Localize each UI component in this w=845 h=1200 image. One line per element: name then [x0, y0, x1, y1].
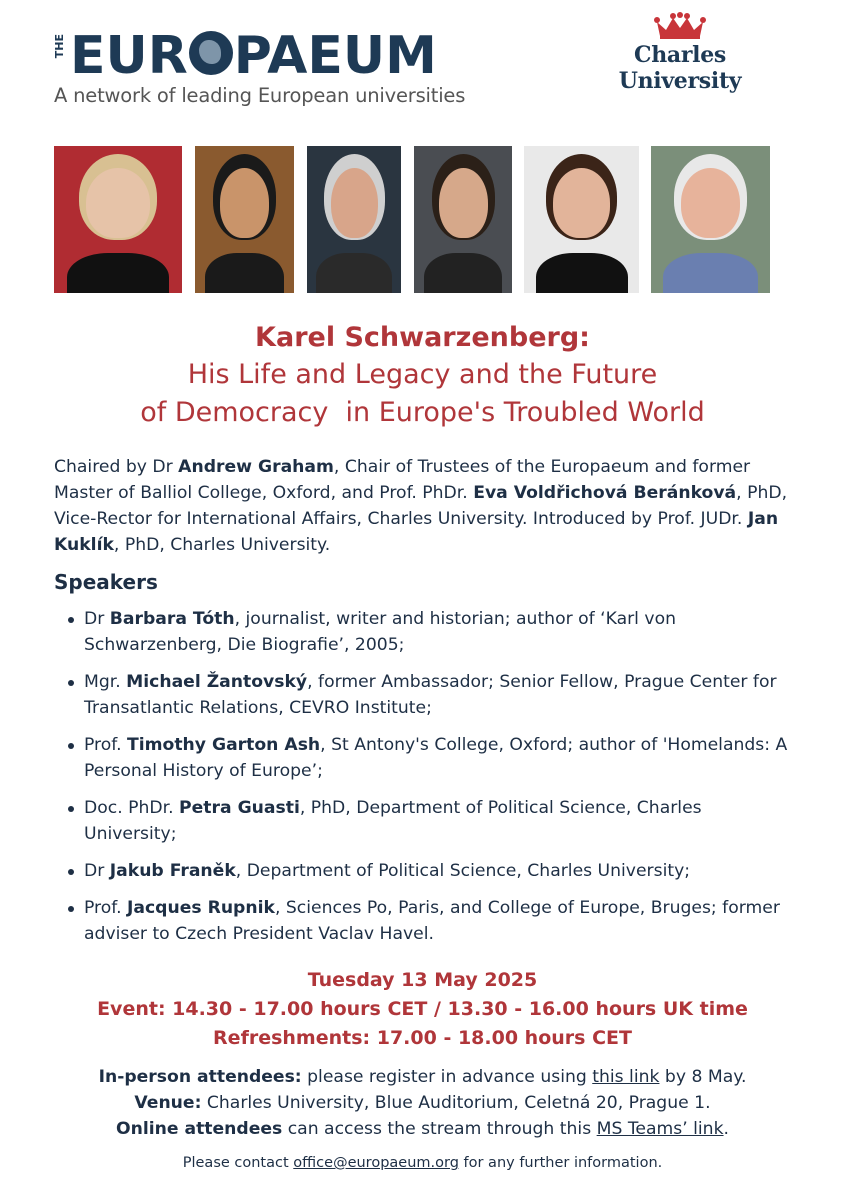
portrait-face — [220, 168, 270, 238]
portrait-face — [439, 168, 488, 238]
speakers-list — [68, 606, 788, 958]
portrait-face — [553, 168, 611, 238]
event-time: Event: 14.30 - 17.00 hours CET / 13.30 - 16.00 hours UK time — [97, 998, 748, 1020]
contact-email-link[interactable]: office@europaeum.org — [293, 1155, 459, 1171]
portrait-body — [663, 253, 758, 293]
logo-wordmark: EUR PAEUM — [70, 26, 437, 86]
co-chair-name: Eva Voldřichová Beránková — [473, 483, 737, 503]
university-name-line2: University — [618, 68, 742, 94]
contact-line: Please contact office@europaeum.org for any further information. — [182, 1155, 663, 1171]
introducer-name: Jan Kuklík — [54, 509, 779, 555]
speaker-item: Doc. PhDr. Petra Guasti, PhD, Department of Political Science, Charles University; — [68, 795, 788, 847]
portrait-face — [681, 168, 741, 238]
logo-the: THE — [52, 34, 66, 59]
logo-tagline: A network of leading European universities — [54, 84, 466, 107]
speaker-photos — [0, 146, 845, 296]
ms-teams-link[interactable]: MS Teams’ link — [596, 1119, 724, 1139]
portrait-6 — [651, 146, 770, 293]
speaker-name: Jakub Franěk — [109, 861, 236, 881]
europaeum-logo[interactable] — [52, 28, 492, 112]
speaker-item: Mgr. Michael Žantovský, former Ambassador; Senior Fellow, Prague Center for Transatlantic Relations, CEVRO Institute; — [68, 669, 788, 721]
crown-icon — [653, 12, 707, 40]
event-date: Tuesday 13 May 2025 — [307, 969, 538, 991]
speaker-name: Jacques Rupnik — [127, 898, 275, 918]
speakers-heading: Speakers — [54, 570, 158, 594]
event-title — [0, 320, 845, 432]
portrait-body — [205, 253, 284, 293]
portrait-4 — [414, 146, 512, 293]
title-line-3: of Democracy in Europe's Troubled World — [140, 397, 705, 428]
speaker-item: Dr Jakub Franěk, Department of Political Science, Charles University; — [68, 858, 788, 884]
speaker-name: Petra Guasti — [179, 798, 300, 818]
title-line-2: His Life and Legacy and the Future — [187, 359, 658, 390]
portrait-3 — [307, 146, 401, 293]
event-refreshments: Refreshments: 17.00 - 18.00 hours CET — [213, 1027, 632, 1049]
portrait-body — [67, 253, 169, 293]
portrait-face — [331, 168, 378, 238]
portrait-body — [316, 253, 391, 293]
university-name-line1: Charles — [634, 42, 726, 68]
portrait-body — [536, 253, 628, 293]
portrait-face — [86, 168, 150, 238]
portrait-2 — [195, 146, 294, 293]
speaker-item: Dr Barbara Tóth, journalist, writer and historian; author of ‘Karl von Schwarzenberg, Die Biografie’, 2005; — [68, 606, 788, 658]
portrait-5 — [524, 146, 639, 293]
speaker-item: Prof. Timothy Garton Ash, St Antony's College, Oxford; author of 'Homelands: A Personal History of Europe’; — [68, 732, 788, 784]
title-line-1: Karel Schwarzenberg: — [255, 322, 590, 353]
speaker-name: Timothy Garton Ash — [127, 735, 321, 755]
attendance-info — [0, 1064, 845, 1142]
portrait-body — [424, 253, 502, 293]
event-details — [0, 966, 845, 1053]
portrait-1 — [54, 146, 182, 293]
venue-line: Venue: Charles University, Blue Auditorium, Celetná 20, Prague 1. — [134, 1093, 711, 1113]
chair-paragraph: Chaired by Dr Andrew Graham, Chair of Trustees of the Europaeum and former Master of Balliol College, Oxford, and Prof. PhDr. Eva Voldřichová Beránková, PhD, Vice-Rector for International Affairs, Charles University. Introduced by Prof. JUDr. Jan Kuklík, PhD, Charles University. — [54, 457, 788, 555]
chair-name: Andrew Graham — [178, 457, 334, 477]
register-link[interactable]: this link — [592, 1067, 660, 1087]
charles-university-logo[interactable] — [606, 12, 754, 107]
header — [0, 0, 845, 135]
speaker-item: Prof. Jacques Rupnik, Sciences Po, Paris, and College of Europe, Bruges; former adviser to Czech President Vaclav Havel. — [68, 895, 788, 947]
speaker-name: Michael Žantovský — [126, 672, 308, 692]
globe-icon — [189, 31, 233, 75]
speaker-name: Barbara Tóth — [109, 609, 235, 629]
online-line: Online attendees can access the stream through this MS Teams’ link. — [115, 1119, 730, 1139]
inperson-line: In-person attendees: please register in advance using this link by 8 May. — [98, 1067, 747, 1087]
